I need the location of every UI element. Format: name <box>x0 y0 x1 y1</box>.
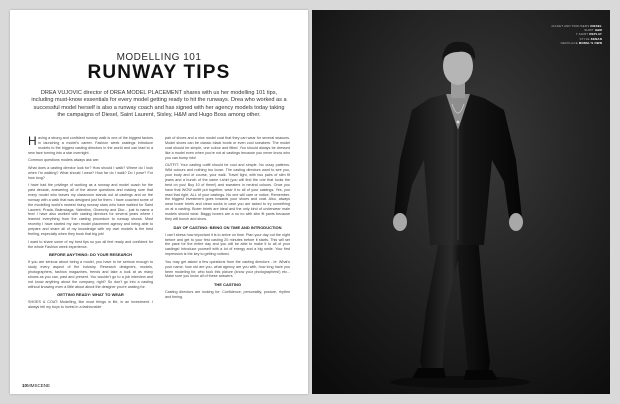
credit-line: JACKET AND TROUSERS DIESEL <box>550 24 602 28</box>
paragraph-text: aving a strong and confident runway walk is one of the biggest factors in launching a model's career. Fashion week castings introduce models to the biggest casting directors in the world and can lead to a new face turning into a star overnight. <box>28 136 153 155</box>
model-photo <box>312 10 610 394</box>
paragraph: I can't stress how important it is to arrive on time. Plan your day out the night before and get to your first casting 20 minutes before it starts. This will set the pace for the entire day and you will be able to make it to all of your castings! Introduce yourself with a lot of energy and a big smile. Your first impression is the key to getting noticed. <box>165 232 290 257</box>
credit-line: SHIRT H&M <box>584 28 602 33</box>
article-intro: DREA VUJOVIC director of DREA MODEL PLACEMENT shares with us her modelling 101 tips, including must-know essentials for every model getting ready to hit the runways. Drea who worked as a successful model herself is also a runway coach and has signed with her agency models today taking the campaigns of Diesel, Saint Laurent, Sisley, H&M and Hugo Boss among other. <box>31 90 287 119</box>
left-page <box>10 10 308 394</box>
credit-line: STYLE KENAN <box>579 36 602 41</box>
text-column-right <box>165 136 290 302</box>
paragraph: SHOES & COAT: Modelling, like most things in life, is an investment. I always tell my boys to invest in a fashionable <box>28 300 153 309</box>
section-heading: THE CASTING <box>213 282 242 288</box>
paragraph: If you are serious about being a model, you have to be serious enough to study every aspect of the industry. Research designers, models, photographers, fashion magazines, trends and take a look at as many shows as you can, past and present. You wouldn't go to a job interview and not know anything about the company, right? So don't go into a casting without knowing even a little about about the designer you're casting for. <box>28 260 153 289</box>
magazine-name: MMSCENE <box>27 383 51 388</box>
page-folio <box>22 383 50 388</box>
section-heading: GETTING READY: WHAT TO WEAR <box>57 292 124 298</box>
credit-line: T-SHIRT REPLAY <box>575 32 602 37</box>
paragraph <box>28 136 153 156</box>
credit-line: NECKLACE MODEL'S OWN <box>560 40 602 45</box>
article-kicker: MODELLING 101 <box>116 52 202 63</box>
drop-cap: H <box>28 134 37 148</box>
paragraph: OUTFIT: Your casting outfit should be cool and simple. No crazy patterns. Wild colours and nothing too loose. The casting directors want to see you, your body and of course, your walk. Travel light, with two pairs of slim fit jeans and a bunch of the same t-shirt (you will find the one that looks the best on you! Buy 10 of them!) and sweaters in neutral colours. Once you have that WOW outfit put together, wear it to all of your castings. Yes, you read that right, ALL of your castings. No one will care or notice. Remember, the biggest investment goes towards your shoes and coat. Also, always wear boxer briefs and clean socks in case you are asked to try something on at a casting. Boxer briefs are ideal and the only kind of underwear male models should wear. Baggy boxers are a no no with slim fit pants because they will bunch and show. <box>165 163 290 222</box>
text-column-left <box>28 136 153 312</box>
page-number: 10 <box>22 383 28 388</box>
right-page-photo <box>312 10 610 394</box>
section-heading: BEFORE ANYTHING: DO YOUR RESEARCH <box>48 252 133 258</box>
paragraph: I want to share some of my best tips so you all feel ready and confident for the whole Fashion week experience. <box>28 239 153 249</box>
paragraph: I have had the privilege of working as a runway and model coach for the past decade, answering all of the above questions and making sure that every model who leaves my classroom stands out at castings and on the runway with a walk that was designed just for them. I have coached some of the modelling world's newest rising runway stars who have walked for Saint Laurent, Prada, Balenciaga, Valentino, Givenchy and Dior... just to name a few! I have also worked with casting directors for several years where I learned everything from the casting procedure to runway shows. Most recently I have started my own model placement agency and being able to prepare and share all of my knowledge with my own models is the best feeling, especially when they book that big job! <box>28 183 153 237</box>
section-heading: DAY OF CASTING: BEING ON TIME AND INTRODUCTION <box>173 225 282 230</box>
paragraph: You may get asked a few questions from the casting directors - ie: What's your name, how old are you, what agency are you with, how long have you been modeling for, who took this picture (know your photographers!) etc... Make sure you know all of these answers. <box>165 259 290 279</box>
paragraph: pair of shoes and a nice model coat that they can wear for several seasons. Model shoes can be classic black boots or even cool sneakers. The model coat should be simple, one colour and fitted. You should always be dressed like a model even when you're not at castings because you never know who you can bump into! <box>165 136 290 160</box>
paragraph: Common questions models always ask are: <box>28 158 100 163</box>
paragraph: What does a casting director look for? How should I walk? Where do I look when I'm walking? What should I wear? How far do I walk? Do I pose? For how long? <box>28 165 153 180</box>
photo-credits <box>551 24 602 45</box>
article-headline: RUNWAY TIPS <box>87 62 231 83</box>
paragraph: Casting directors are looking for: Confidence, personality, posture, rhythm and timing. <box>165 289 290 299</box>
